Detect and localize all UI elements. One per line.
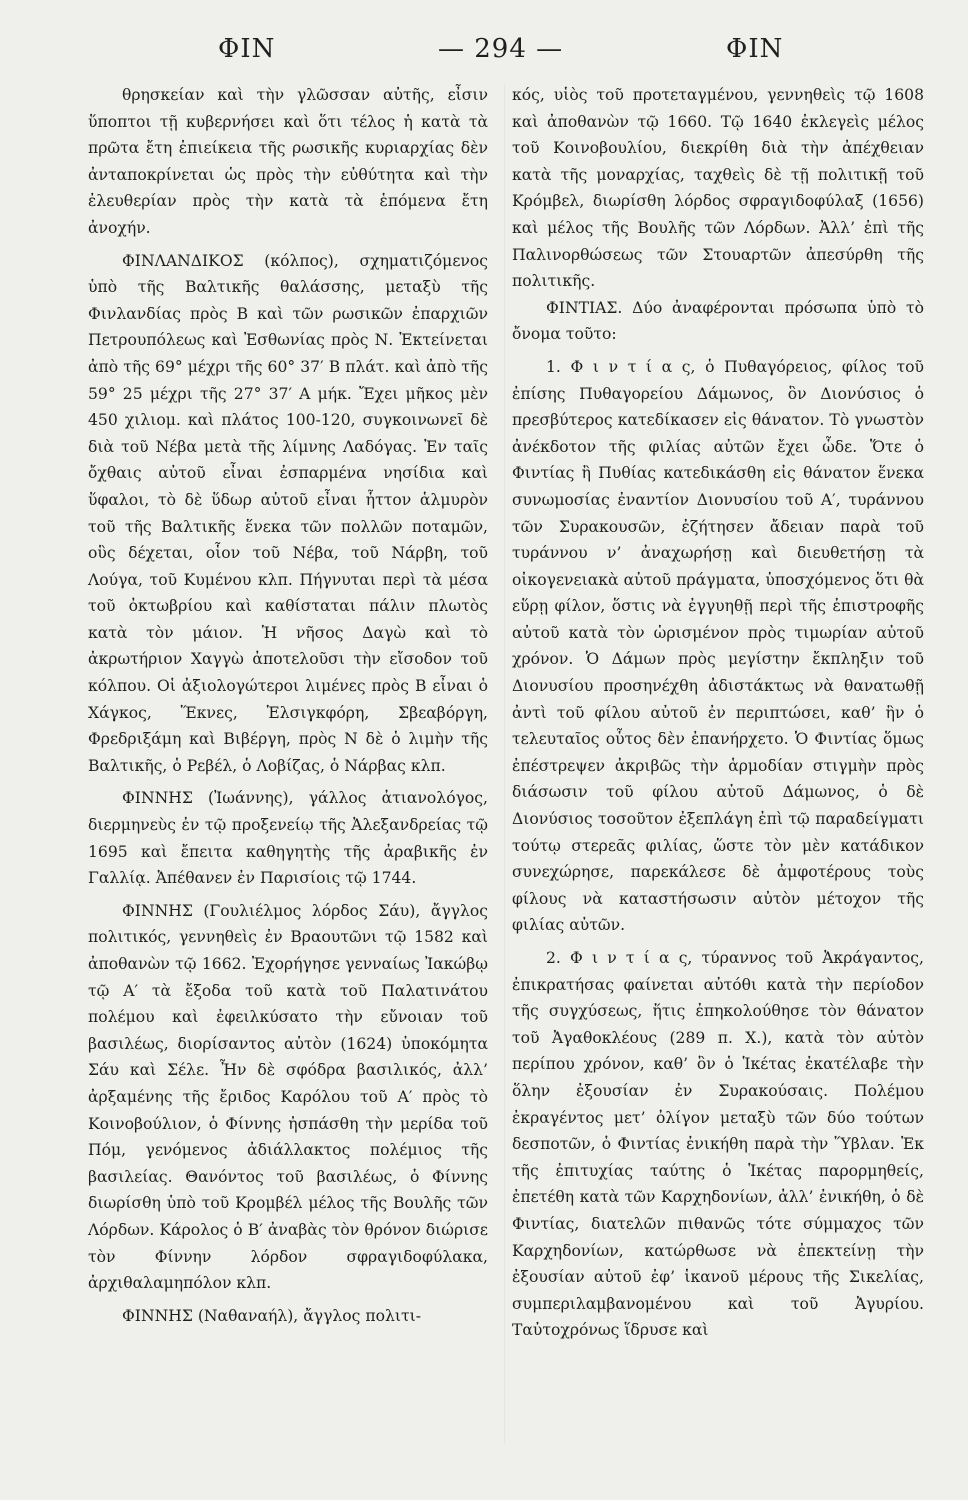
right-paragraph-continuation: κός, υἱὸς τοῦ προτεταγμένου, γεννηθεὶς τῷ 1608 καὶ ἀποθανὼν τῷ 1660. Τῷ 1640 ἐκλεγεὶς μέλος τοῦ Κοινοβουλίου, διεκρίθη διὰ τὴν ἀπέχθειαν κατὰ τῆς μοναρχίας, ταχθεὶς δὲ τῇ πολιτικῇ τοῦ Κρόμβελ, διωρίσθη λόρδος σφραγιδοφύλαξ (1656) καὶ μέλος τῆς Βουλῆς τῶν Λόρδων. Ἀλλ’ ἐπὶ τῆς Παλινορθώσεως τῶν Στουαρτῶν ἀπεσύρθη τῆς πολιτικῆς. [512,86,924,291]
entry-finnis-ioannis: ΦΙΝΝΗΣ (Ἰωάννης), γάλλος ἀτιανολόγος, διερμηνεὺς ἐν τῷ προξενείῳ τῆς Ἀλεξανδρείας τῷ 1695 καὶ ἔπειτα καθηγητὴς τῆς ἀραβικῆς ἐν Γαλλίᾳ. Ἀπέθανεν ἐν Παρισίοις τῷ 1744. [88,789,488,888]
page-number: — 294 — [438,34,564,64]
right-column [512,82,924,1344]
entry-fintias-2: 2. Φ ι ν τ ί α ς, τύραννος τοῦ Ἀκράγαντος, ἐπικρατήσας φαίνεται αὐτόθι κατὰ τὴν περίοδον τῆς συγχύσεως, ἥτις ἐπηκολούθησε τὸν θάνατον τοῦ Ἀγαθοκλέους (289 π. Χ.), κατὰ τὸν αὐτὸν περίπου χρόνον, καθ’ ὃν ὁ Ἱκέτας ἐκατέλαβε τὴν ὅλην ἐξουσίαν ἐν Συρακούσαις. Πολέμου ἐκραγέντος μετ’ ὀλίγον μεταξὺ τῶν δύο τούτων δεσποτῶν, ὁ Φιντίας ἐνικήθη παρὰ τὴν Ὕβλαν. Ἐκ τῆς ἐπιτυχίας ταύτης ὁ Ἱκέτας παρορμηθείς, ἐπετέθη κατὰ τῶν Καρχηδονίων, ἀλλ’ ἐνικήθη, ὁ δὲ Φιντίας, διατελῶν πιθανῶς τότε σύμμαχος τῶν Καρχηδονίων, κατώρθωσε νὰ ἐπεκτείνῃ τὴν ἐξουσίαν αὐτοῦ ἐφ’ ἱκανοῦ μέρους τῆς Σικελίας, συμπεριλαμβανομένου καὶ τοῦ Ἀγυρίου. Ταὐτοχρόνως ἵδρυσε καὶ [512,949,924,1340]
entry-fintias: ΦΙΝΤΙΑΣ. Δύο ἀναφέρονται πρόσωπα ὑπὸ τὸ ὄνομα τοῦτο: [512,298,924,344]
column-divider [504,84,505,1444]
header-left-guide-word: ΦΙΝ [218,34,276,64]
entry-finnis-goulielmos: ΦΙΝΝΗΣ (Γουλιέλμος λόρδος Σάυ), ἄγγλος πολιτικός, γεννηθεὶς ἐν Βραουτῶνι τῷ 1582 καὶ ἀποθανὼν τῷ 1662. Ἐχορήγησε γενναίως Ἰακώβῳ τῷ Α′ τὰ ἔξοδα τοῦ κατὰ τοῦ Παλατινάτου πολέμου καὶ ἐφειλκύσατο τὴν εὔνοιαν τοῦ βασιλέως, διορίσαντος αὐτὸν (1624) ὑποκόμητα Σάυ καὶ Σέλε. Ἦν δὲ σφόδρα βασιλικός, ἀλλ’ ἀρξαμένης τῆς ἔριδος Καρόλου τοῦ Α′ πρὸς τὸ Κοινοβούλιον, ὁ Φίννης ἠσπάσθη τὴν μερίδα τοῦ Πόμ, γενόμενος ἀδιάλλακτος πολέμιος τῆς βασιλείας. Θανόντος τοῦ βασιλέως, ὁ Φίννης διωρίσθη ὑπὸ τοῦ Κρομβέλ μέλος τῆς Βουλῆς τῶν Λόρδων. Κάρολος ὁ Β′ ἀναβὰς τὸν θρόνον διώρισε τὸν Φίννην λόρδον σφραγιδοφύλακα, ἀρχιθαλαμηπόλον κλπ. [88,901,488,1293]
header-right-guide-word: ΦΙΝ [726,34,784,64]
entry-fintias-1: 1. Φ ι ν τ ί α ς, ὁ Πυθαγόρειος, φίλος τοῦ ἐπίσης Πυθαγορείου Δάμωνος, ὃν Διονύσιος ὁ πρεσβύτερος κατεδίκασεν εἰς θάνατον. Τὸ γνωστὸν ἀνέκδοτον τῆς φιλίας αὐτῶν ἔχει ὧδε. Ὅτε ὁ Φιντίας ἢ Πυθίας κατεδικάσθη εἰς θάνατον ἕνεκα συνωμοσίας ἐναντίον Διονυσίου τοῦ Α′, τυράννου τῶν Συρακουσῶν, ἐζήτησεν ἄδειαν παρὰ τοῦ τυράννου ν’ ἀναχωρήσῃ καὶ διευθετήσῃ τὰ οἰκογενειακὰ αὐτοῦ πράγματα, ὑποσχόμενος ὅτι θὰ εὕρῃ φίλον, ὅστις νὰ ἐγγυηθῇ περὶ τῆς ἐπιστροφῆς αὐτοῦ κατὰ τὸν ὡρισμένον πρὸς τιμωρίαν αὐτοῦ χρόνον. Ὁ Δάμων πρὸς μεγίστην ἔκπληξιν τοῦ Διονυσίου προσηνέχθη ἀδιστάκτως νὰ θανατωθῇ ἀντὶ τοῦ φίλου αὐτοῦ ἐν περιπτώσει, καθ’ ἣν ὁ τελευταῖος οὗτος δὲν ἐπανήρχετο. Ὁ Φιντίας ὅμως ἐπέστρεψεν ἀκριβῶς τὴν ἁρμοδίαν στιγμὴν πρὸς διάσωσιν τοῦ φίλου αὐτοῦ Δάμωνος, ὁ δὲ Διονύσιος τοσοῦτον ἐξεπλάγη ἐπὶ τῷ παραδείγματι τούτῳ στερεᾶς φιλίας, ὥστε τὸν μὲν κατάδικον συνεχώρησε, παρεκάλεσε δὲ ἀμφοτέρους τοὺς φίλους νὰ καταστήσωσιν αὐτὸν μέτοχον τῆς φιλίας αὐτῶν. [512,357,924,935]
left-paragraph-1: θρησκείαν καὶ τὴν γλῶσσαν αὐτῆς, εἶσιν ὕποπτοι τῇ κυβερνήσει καὶ ὅτι τέλος ἡ κατὰ τὰ πρῶτα ἔτη ἐπιείκεια τῆς ρωσικῆς κυριαρχίας δὲν ἀνταποκρίνεται ὡς πρὸς τὴν εὐθύτητα καὶ τὴν ἐλευθερίαν πρὸς τὴν κατὰ τὰ ἑπόμενα ἔτη ἀνοχήν. [88,86,488,237]
page-header [88,34,928,74]
left-column [88,82,488,1329]
entry-finnis-nathanail: ΦΙΝΝΗΣ (Ναθαναήλ), ἄγγλος πολιτι- [122,1306,421,1325]
entry-finlandikos: ΦΙΝΛΑΝΔΙΚΟΣ (κόλπος), σχηματιζόμενος ὑπὸ τῆς Βαλτικῆς θαλάσσης, μεταξὺ τῆς Φινλανδίας πρὸς Β καὶ τῶν ρωσικῶν ἐπαρχιῶν Πετρουπόλεως καὶ Ἐσθωνίας πρὸς Ν. Ἐκτείνεται ἀπὸ τῆς 69° μέχρι τῆς 60° 37′ Β πλάτ. καὶ ἀπὸ τῆς 59° 25 μέχρι τῆς 27° 37′ Α μήκ. Ἔχει μῆκος μὲν 450 χιλιομ. καὶ πλάτος 100-120, συγκοινωνεῖ δὲ διὰ τοῦ Νέβα μετὰ τῆς λίμνης Λαδόγας. Ἐν ταῖς ὄχθαις αὐτοῦ εἶναι ἐσπαρμένα νησίδια καὶ ὕφαλοι, τὸ δὲ ὕδωρ αὐτοῦ εἶναι ἧττον ἁλμυρὸν τοῦ τῆς Βαλτικῆς ἕνεκα τῶν πολλῶν ποταμῶν, οὓς δέχεται, οἷον τοῦ Νέβα, τοῦ Νάρβη, τοῦ Λούγα, τοῦ Κυμένου κλπ. Πήγνυται περὶ τὰ μέσα τοῦ ὀκτωβρίου καὶ καθίσταται πάλιν πλωτὸς κατὰ τὸν μάιον. Ἡ νῆσος Δαγὼ καὶ τὸ ἀκρωτήριον Χαγγὼ ἀποτελοῦσι τὴν εἴσοδον τοῦ κόλπου. Οἱ ἀξιολογώτεροι λιμένες πρὸς Β εἶναι ὁ Χάγκος, Ἕκνες, Ἑλσιγκφόρη, Σβεαβόργη, Φρεδριξάμη καὶ Βιβέργη, πρὸς Ν δὲ ὁ λιμὴν τῆς Βαλτικῆς, ὁ Ρεβέλ, ὁ Λοβίζας, ὁ Νάρβας κλπ. [88,251,488,775]
